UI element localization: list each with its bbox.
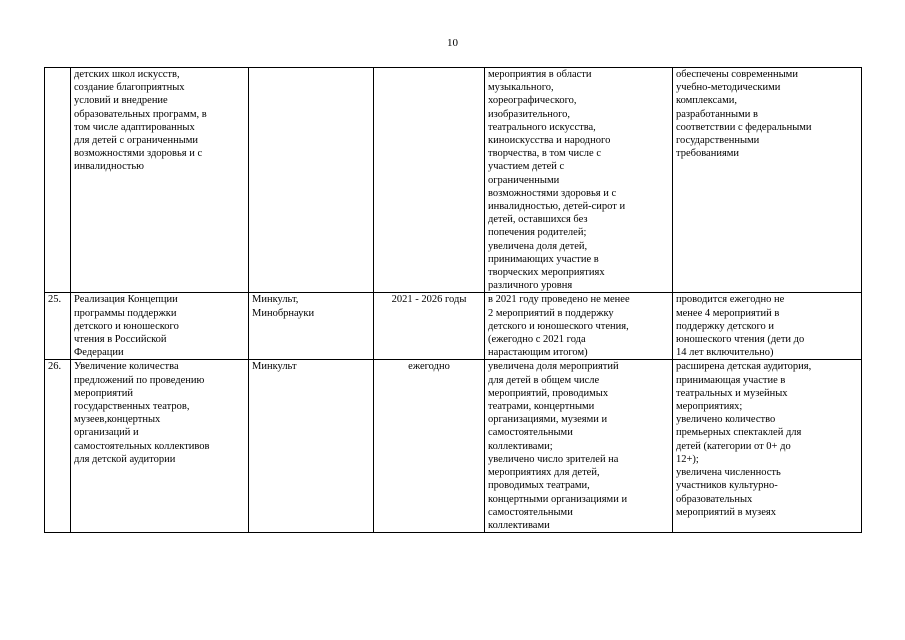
row-number: [45, 68, 71, 293]
result-cell: обеспечены современными учебно-методическими комплексами, разработанными в соответствии с федеральными государственными требованиями: [673, 68, 862, 293]
indicator-cell: мероприятия в области музыкального, хореографического, изобразительного, театрального искусства, киноискусства и народного творчества, в том числе с участием детей с ограниченными возможностями здоровья и с инвалидностью, детей-сирот и детей, оставшихся без попечения родителей; увеличена доля детей, принимающих участие в творческих мероприятиях различного уровня: [485, 68, 673, 293]
table-row: [45, 68, 862, 293]
period-cell: [374, 68, 485, 293]
measure-cell: Увеличение количества предложений по проведению мероприятий государственных театров, музеев,концертных организаций и самостоятельных коллективов для детской аудитории: [71, 360, 249, 533]
page-number: 10: [447, 37, 458, 49]
indicator-cell: увеличена доля мероприятий для детей в общем числе мероприятий, проводимых театрами, концертными организациями, музеями и самостоятельными коллективами; увеличено число зрителей на мероприятиях для детей, проводимых театрами, концертными организациями и самостоятельными коллективами: [485, 360, 673, 533]
measure-cell: детских школ искусств, создание благоприятных условий и внедрение образовательных программ, в том числе адаптированных для детей с ограниченными возможностями здоровья и с инвалидностью: [71, 68, 249, 293]
period-cell: ежегодно: [374, 360, 485, 533]
table-row: [45, 360, 862, 533]
executor-cell: Минкульт, Минобрнауки: [249, 293, 374, 360]
executor-cell: Минкульт: [249, 360, 374, 533]
result-cell: проводится ежегодно не менее 4 мероприятий в поддержку детского и юношеского чтения (дети до 14 лет включительно): [673, 293, 862, 360]
executor-cell: [249, 68, 374, 293]
measure-cell: Реализация Концепции программы поддержки детского и юношеского чтения в Российской Федерации: [71, 293, 249, 360]
row-number: 25.: [45, 293, 71, 360]
plan-table: [44, 67, 862, 533]
period-cell: 2021 - 2026 годы: [374, 293, 485, 360]
table-row: [45, 293, 862, 360]
result-cell: расширена детская аудитория, принимающая участие в театральных и музейных мероприятиях; увеличено количество премьерных спектаклей для детей (категории от 0+ до 12+); увеличена численность участников культурно- образовательных мероприятий в музеях: [673, 360, 862, 533]
indicator-cell: в 2021 году проведено не менее 2 мероприятий в поддержку детского и юношеского чтения, (ежегодно с 2021 года нарастающим итогом): [485, 293, 673, 360]
row-number: 26.: [45, 360, 71, 533]
